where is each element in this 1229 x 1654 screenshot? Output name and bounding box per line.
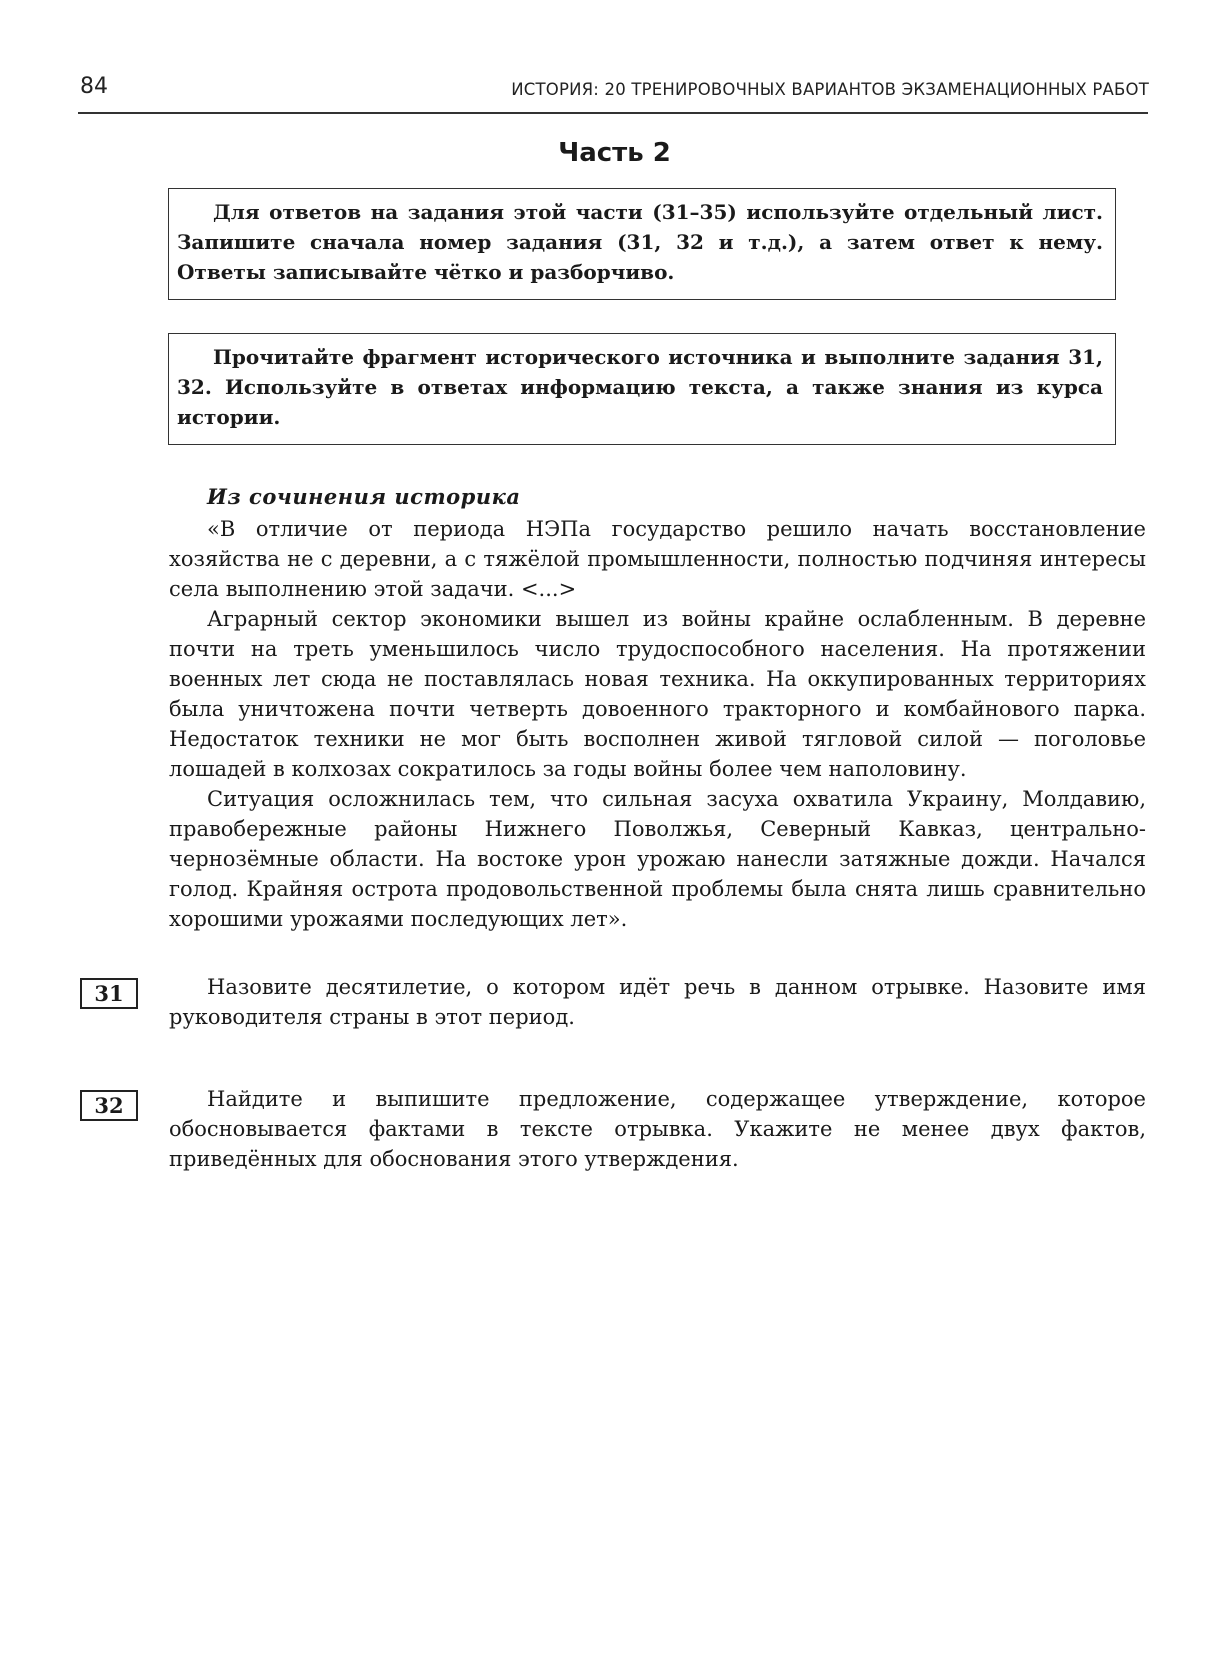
part-title: Часть 2 — [558, 138, 671, 168]
source-title: Из сочинения историка — [207, 484, 521, 509]
task-number-32: 32 — [80, 1090, 138, 1121]
task-number-31: 31 — [80, 978, 138, 1009]
header-divider — [78, 112, 1148, 114]
passage-paragraph: Аграрный сектор экономики вышел из войны крайне ослабленным. В деревне почти на треть уменьшилось число трудоспособного населения. На протяжении военных лет сюда не поставлялась новая техника. На оккупированных территориях была уничтожена почти четверть довоенного тракторного и комбайнового парка. Недостаток техники не мог быть восполнен живой тягловой силой — поголовье лошадей в колхозах сократилось за годы войны более чем наполовину. — [169, 607, 1146, 781]
answer-instructions-text: Для ответов на задания этой части (31–35) используйте отдельный лист. Запишите сначала номер задания (31, 32 и т.д.), а затем ответ к нему. Ответы записывайте чётко и разборчиво. — [177, 200, 1103, 284]
source-passage — [169, 514, 1146, 934]
task-31 — [169, 972, 1146, 1032]
page-number: 84 — [80, 74, 108, 99]
task-32 — [169, 1084, 1146, 1174]
task-31-text: Назовите десятилетие, о котором идёт речь в данном отрывке. Назовите имя руководителя страны в этот период. — [169, 975, 1146, 1029]
running-title: ИСТОРИЯ: 20 ТРЕНИРОВОЧНЫХ ВАРИАНТОВ ЭКЗАМЕНАЦИОННЫХ РАБОТ — [511, 80, 1149, 99]
passage-paragraph: «В отличие от периода НЭПа государство решило начать восстановление хозяйства не с деревни, а с тяжёлой промышленности, полностью подчиняя интересы села выполнению этой задачи. <...> — [169, 517, 1146, 601]
source-instructions-box — [168, 333, 1116, 445]
source-instructions-text: Прочитайте фрагмент исторического источника и выполните задания 31, 32. Используйте в ответах информацию текста, а также знания из курса истории. — [177, 345, 1103, 429]
passage-paragraph: Ситуация осложнилась тем, что сильная засуха охватила Украину, Молдавию, правобережные районы Нижнего Поволжья, Северный Кавказ, центрально-чернозёмные области. На востоке урон урожаю нанесли затяжные дожди. Начался голод. Крайняя острота продовольственной проблемы была снята лишь сравнительно хорошими урожаями последующих лет». — [169, 787, 1146, 931]
task-32-text: Найдите и выпишите предложение, содержащее утверждение, которое обосновывается фактами в тексте отрывка. Укажите не менее двух фактов, приведённых для обоснования этого утверждения. — [169, 1087, 1146, 1171]
answer-instructions-box — [168, 188, 1116, 300]
